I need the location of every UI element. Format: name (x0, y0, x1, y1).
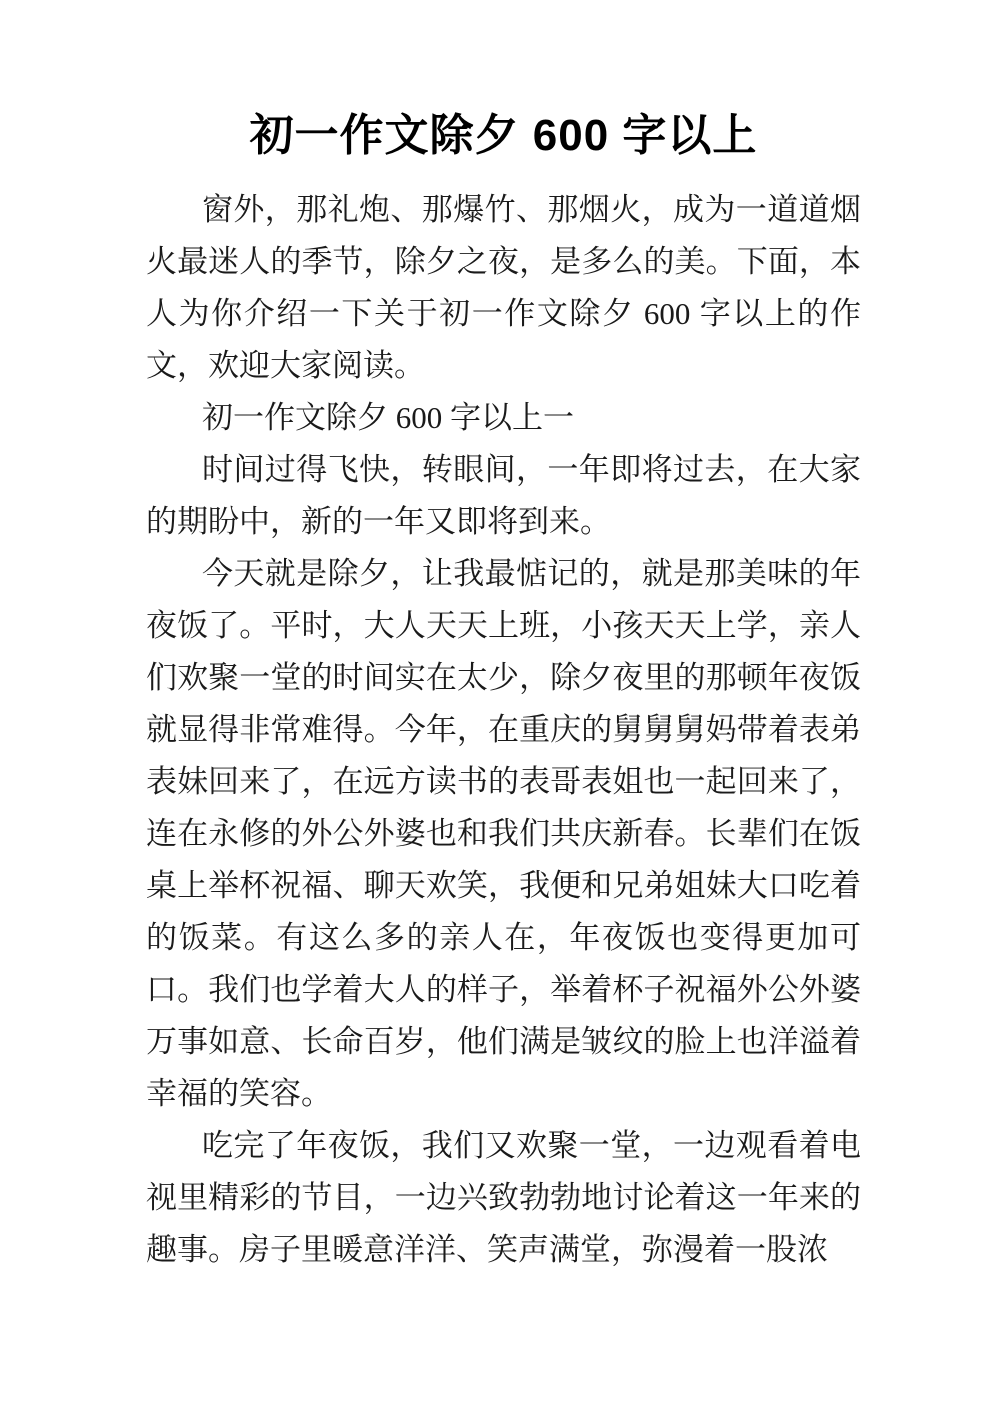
paragraph-new-year-dinner: 今天就是除夕，让我最惦记的，就是那美味的年夜饭了。平时，大人天天上班，小孩天天上学，亲人们欢聚一堂的时间实在太少，除夕夜里的那顿年夜饭就显得非常难得。今年，在重庆的舅舅舅妈带着表弟表妹回来了，在远方读书的表哥表姐也一起回来了，连在永修的外公外婆也和我们共庆新春。长辈们在饭桌上举杯祝福、聊天欢笑，我便和兄弟姐妹大口吃着的饭菜。有这么多的亲人在，年夜饭也变得更加可口。我们也学着大人的样子，举着杯子祝福外公外婆万事如意、长命百岁，他们满是皱纹的脸上也洋溢着幸福的笑容。 (146, 556, 861, 1111)
paragraph-after-dinner: 吃完了年夜饭，我们又欢聚一堂，一边观看着电视里精彩的节目，一边兴致勃勃地讨论着这一年来的趣事。房子里暖意洋洋、笑声满堂，弥漫着一股浓 (146, 1128, 861, 1267)
paragraph-time-flies: 时间过得飞快，转眼间，一年即将过去，在大家的期盼中，新的一年又即将到来。 (146, 452, 861, 539)
paragraph-section-heading: 初一作文除夕 600 字以上一 (202, 400, 574, 435)
document-title: 初一作文除夕 600 字以上 (249, 111, 758, 160)
paragraph-intro: 窗外，那礼炮、那爆竹、那烟火，成为一道道烟火最迷人的季节，除夕之夜，是多么的美。下面，本人为你介绍一下关于初一作文除夕 600 字以上的作文，欢迎大家阅读。 (146, 192, 861, 383)
